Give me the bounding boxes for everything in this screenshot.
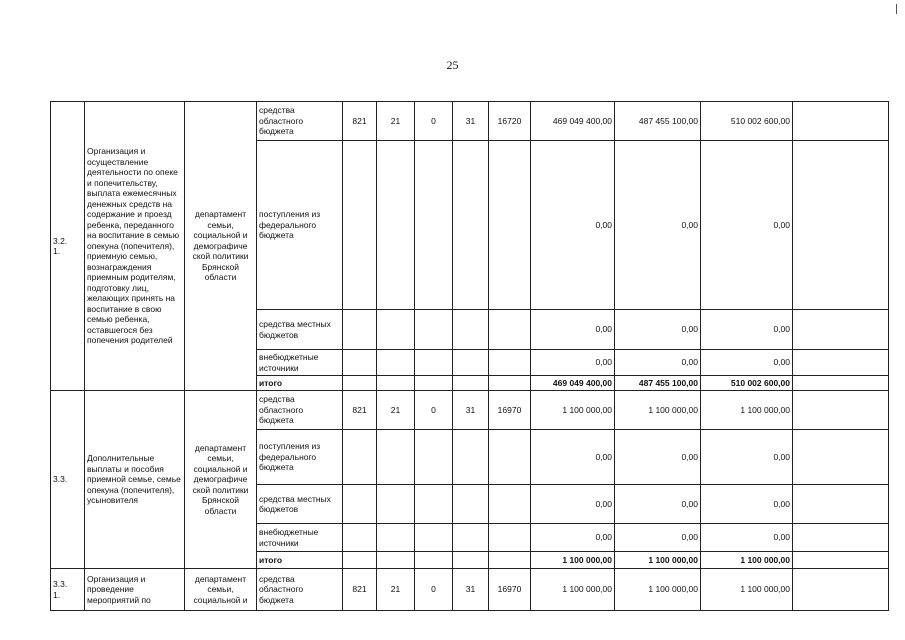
code-cell (453, 430, 489, 485)
amount-year-2: 1 100 000,00 (615, 569, 701, 611)
amount-year-2: 0,00 (615, 141, 701, 310)
amount-year-2: 1 100 000,00 (615, 391, 701, 430)
amount-year-2: 0,00 (615, 430, 701, 485)
code-cell (415, 524, 453, 552)
responsible-department: департамент семьи, социальной и демографиче ской политики Брянской области (185, 102, 257, 391)
code-cell: 821 (343, 391, 377, 430)
table-row (51, 391, 889, 430)
funding-source: поступления из федерального бюджета (257, 141, 343, 310)
empty-cell (793, 102, 889, 141)
total-year-2: 1 100 000,00 (615, 552, 701, 569)
code-cell (453, 310, 489, 350)
empty-cell (793, 310, 889, 350)
item-index: 3.3. (51, 391, 85, 569)
funding-source-total: итого (257, 376, 343, 391)
code-cell (415, 141, 453, 310)
code-cell: 821 (343, 569, 377, 611)
funding-source: поступления из федерального бюджета (257, 430, 343, 485)
amount-year-2: 0,00 (615, 485, 701, 524)
code-cell (489, 430, 531, 485)
amount-year-2: 0,00 (615, 310, 701, 350)
code-cell: 21 (377, 569, 415, 611)
funding-source: средства областного бюджета (257, 102, 343, 141)
code-cell (377, 485, 415, 524)
code-cell: 31 (453, 569, 489, 611)
amount-year-3: 0,00 (701, 141, 793, 310)
code-cell: 21 (377, 102, 415, 141)
code-cell (489, 350, 531, 376)
empty-cell (793, 350, 889, 376)
code-cell (377, 552, 415, 569)
amount-year-3: 0,00 (701, 485, 793, 524)
code-cell: 31 (453, 102, 489, 141)
code-cell (343, 376, 377, 391)
code-cell (489, 552, 531, 569)
code-cell (377, 310, 415, 350)
code-cell (343, 430, 377, 485)
program-funding-table (50, 101, 889, 611)
item-index: 3.3. 1. (51, 569, 85, 611)
amount-year-1: 0,00 (531, 524, 615, 552)
code-cell (377, 430, 415, 485)
code-cell (343, 310, 377, 350)
amount-year-1: 1 100 000,00 (531, 569, 615, 611)
code-cell: 16720 (489, 102, 531, 141)
total-year-1: 469 049 400,00 (531, 376, 615, 391)
amount-year-1: 469 049 400,00 (531, 102, 615, 141)
page-number: 25 (446, 58, 459, 72)
table-row (51, 569, 889, 611)
item-description: Организация и проведение мероприятий по (85, 569, 185, 611)
amount-year-3: 1 100 000,00 (701, 569, 793, 611)
empty-cell (793, 430, 889, 485)
empty-cell (793, 391, 889, 430)
amount-year-3: 0,00 (701, 310, 793, 350)
empty-cell (793, 485, 889, 524)
code-cell (343, 141, 377, 310)
amount-year-1: 0,00 (531, 310, 615, 350)
code-cell (489, 310, 531, 350)
responsible-department: департамент семьи, социальной и (185, 569, 257, 611)
empty-cell (793, 376, 889, 391)
code-cell: 16970 (489, 569, 531, 611)
code-cell: 0 (415, 569, 453, 611)
code-cell: 821 (343, 102, 377, 141)
empty-cell (793, 524, 889, 552)
funding-source: средства областного бюджета (257, 391, 343, 430)
code-cell (489, 376, 531, 391)
item-description: Дополнительные выплаты и пособия приемной семье, семье опекуна (попечителя), усыновителя (85, 391, 185, 569)
funding-source: средства местных бюджетов (257, 310, 343, 350)
total-year-3: 510 002 600,00 (701, 376, 793, 391)
funding-source: внебюджетные источники (257, 350, 343, 376)
item-description: Организация и осуществление деятельности по опеке и попечительству, выплата ежемесячных денежных средств на содержание и проезд ребенка, переданного на воспитание в семью опекуна (попечителя), приемную семью, вознаграждения приемным родителям, подготовку лиц, желающих принять на воспитание в свою семью ребенка, оставшегося без попечения родителей (85, 102, 185, 391)
amount-year-1: 0,00 (531, 485, 615, 524)
amount-year-2: 0,00 (615, 350, 701, 376)
amount-year-2: 0,00 (615, 524, 701, 552)
total-year-1: 1 100 000,00 (531, 552, 615, 569)
responsible-department: департамент семьи, социальной и демографиче ской политики Брянской области (185, 391, 257, 569)
total-year-3: 1 100 000,00 (701, 552, 793, 569)
amount-year-3: 510 002 600,00 (701, 102, 793, 141)
code-cell: 31 (453, 391, 489, 430)
code-cell (415, 350, 453, 376)
code-cell (489, 141, 531, 310)
code-cell (415, 376, 453, 391)
amount-year-2: 487 455 100,00 (615, 102, 701, 141)
scan-edge-mark (896, 4, 897, 14)
amount-year-1: 0,00 (531, 350, 615, 376)
code-cell (377, 524, 415, 552)
code-cell (415, 485, 453, 524)
code-cell: 0 (415, 391, 453, 430)
amount-year-3: 1 100 000,00 (701, 391, 793, 430)
empty-cell (793, 141, 889, 310)
code-cell (489, 485, 531, 524)
table-row (51, 102, 889, 141)
total-year-2: 487 455 100,00 (615, 376, 701, 391)
funding-source-total: итого (257, 552, 343, 569)
code-cell (453, 552, 489, 569)
code-cell (489, 524, 531, 552)
code-cell (377, 350, 415, 376)
code-cell (343, 524, 377, 552)
code-cell (453, 350, 489, 376)
empty-cell (793, 552, 889, 569)
code-cell (415, 430, 453, 485)
code-cell (343, 350, 377, 376)
code-cell (415, 552, 453, 569)
amount-year-1: 1 100 000,00 (531, 391, 615, 430)
amount-year-1: 0,00 (531, 430, 615, 485)
code-cell (453, 376, 489, 391)
amount-year-3: 0,00 (701, 430, 793, 485)
code-cell: 0 (415, 102, 453, 141)
amount-year-3: 0,00 (701, 350, 793, 376)
code-cell (415, 310, 453, 350)
code-cell (377, 376, 415, 391)
funding-source: внебюджетные источники (257, 524, 343, 552)
code-cell (343, 485, 377, 524)
item-index: 3.2. 1. (51, 102, 85, 391)
code-cell (343, 552, 377, 569)
code-cell (453, 485, 489, 524)
funding-source: средства местных бюджетов (257, 485, 343, 524)
code-cell: 21 (377, 391, 415, 430)
funding-source: средства областного бюджета (257, 569, 343, 611)
amount-year-1: 0,00 (531, 141, 615, 310)
code-cell: 16970 (489, 391, 531, 430)
code-cell (453, 524, 489, 552)
code-cell (453, 141, 489, 310)
amount-year-3: 0,00 (701, 524, 793, 552)
empty-cell (793, 569, 889, 611)
code-cell (377, 141, 415, 310)
